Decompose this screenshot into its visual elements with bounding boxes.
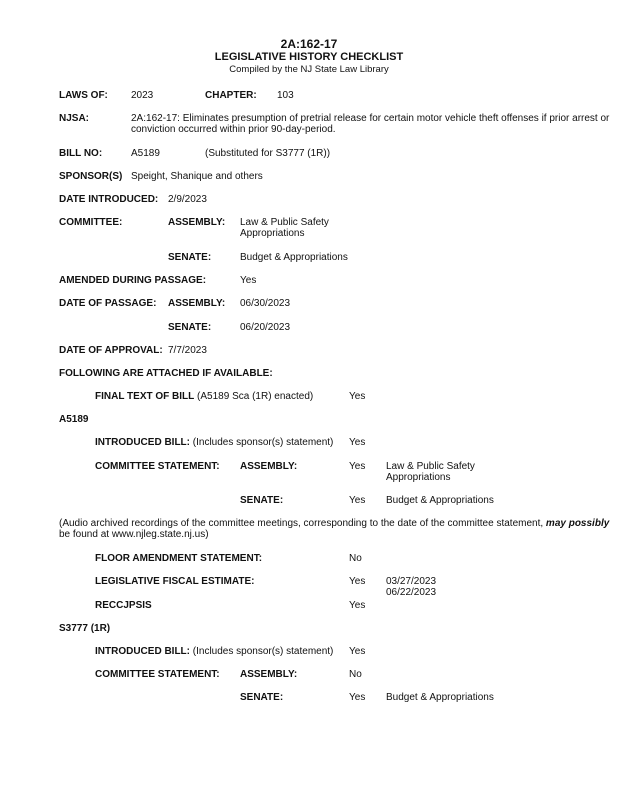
amended-value: Yes [240,275,257,286]
fiscal-estimate-value: Yes [349,576,366,587]
s3777-assembly-label: ASSEMBLY: [240,669,298,680]
laws-of-value: 2023 [131,90,154,101]
s3777-committee-statement-label: COMMITTEE STATEMENT: [95,669,220,680]
date-introduced-label: DATE INTRODUCED: [59,194,159,205]
a5189-assembly-value: Yes [349,461,366,472]
sponsors-value: Speight, Shanique and others [131,171,263,182]
committee-senate-label: SENATE: [168,252,212,263]
s3777-senate-value: Yes [349,692,366,703]
audio-note-emphasis: may possibly [545,518,610,529]
s3777-introduced-detail: (Includes sponsor(s) statement) [190,646,334,657]
s3777-senate-detail: Budget & Appropriations [386,692,494,703]
committee-assembly-line1: Law & Public Safety [240,217,329,228]
bill-no-value: A5189 [131,148,160,159]
audio-note-text: (Audio archived recordings of the committee meetings, corresponding to the date of the committee statement, [59,518,546,529]
bill-no-label: BILL NO: [59,148,103,159]
a5189-introduced-value: Yes [349,437,366,448]
s3777-introduced-value: Yes [349,646,366,657]
a5189-senate-label: SENATE: [240,495,284,506]
s3777-assembly-value: No [349,669,362,680]
floor-amendment-label: FLOOR AMENDMENT STATEMENT: [95,553,263,564]
document-title: LEGISLATIVE HISTORY CHECKLIST [214,51,404,63]
committee-senate-value: Budget & Appropriations [240,252,348,263]
a5189-assembly-line2: Appropriations [386,472,451,483]
date-of-passage-label: DATE OF PASSAGE: [59,298,157,309]
a5189-committee-statement-label: COMMITTEE STATEMENT: [95,461,220,472]
passage-assembly-label: ASSEMBLY: [168,298,226,309]
s3777-introduced-label: INTRODUCED BILL: [95,646,190,657]
a5189-heading: A5189 [59,414,89,425]
committee-label: COMMITTEE: [59,217,123,228]
date-of-approval-label: DATE OF APPROVAL: [59,345,163,356]
njsa-label: NJSA: [59,113,90,124]
floor-amendment-value: No [349,553,362,564]
document-statute: 2A:162-17 [280,37,338,51]
fiscal-estimate-label: LEGISLATIVE FISCAL ESTIMATE: [95,576,255,587]
fiscal-estimate-date2: 06/22/2023 [386,587,437,598]
chapter-label: CHAPTER: [205,90,257,101]
reccjpsis-label: RECCJPSIS [95,600,152,611]
compiled-by: Compiled by the NJ State Law Library [229,64,389,75]
final-text-detail: (A5189 Sca (1R) enacted) [194,391,314,402]
reccjpsis-value: Yes [349,600,366,611]
amended-label: AMENDED DURING PASSAGE: [59,275,207,286]
sponsors-label: SPONSOR(S) [59,171,123,182]
a5189-introduced-detail: (Includes sponsor(s) statement) [190,437,334,448]
final-text-value: Yes [349,391,366,402]
a5189-assembly-line1: Law & Public Safety [386,461,475,472]
chapter-value: 103 [277,90,294,101]
bill-substituted: (Substituted for S3777 (1R)) [205,148,331,159]
laws-of-label: LAWS OF: [59,90,108,101]
attached-heading: FOLLOWING ARE ATTACHED IF AVAILABLE: [59,368,273,379]
passage-assembly-value: 06/30/2023 [240,298,291,309]
njsa-description-line2: conviction occurred within prior 90-day-period. [131,124,336,135]
a5189-introduced-row [95,437,333,449]
committee-assembly-line2: Appropriations [240,228,305,239]
committee-assembly-label: ASSEMBLY: [168,217,226,228]
fiscal-estimate-date1: 03/27/2023 [386,576,437,587]
final-text-label: FINAL TEXT OF BILL [95,391,195,402]
a5189-introduced-label: INTRODUCED BILL: [95,437,190,448]
passage-senate-label: SENATE: [168,322,212,333]
audio-note-line2: be found at www.njleg.state.nj.us) [59,529,209,540]
s3777-senate-label: SENATE: [240,692,284,703]
s3777-introduced-row [95,646,333,658]
a5189-assembly-label: ASSEMBLY: [240,461,298,472]
final-text-row [95,391,313,403]
s3777-heading: S3777 (1R) [59,623,111,634]
passage-senate-value: 06/20/2023 [240,322,291,333]
njsa-description-line1: 2A:162-17: Eliminates presumption of pretrial release for certain motor vehicle theft offenses if prior arrest or [131,113,610,124]
a5189-senate-value: Yes [349,495,366,506]
date-introduced-value: 2/9/2023 [168,194,207,205]
a5189-senate-detail: Budget & Appropriations [386,495,494,506]
date-of-approval-value: 7/7/2023 [168,345,207,356]
